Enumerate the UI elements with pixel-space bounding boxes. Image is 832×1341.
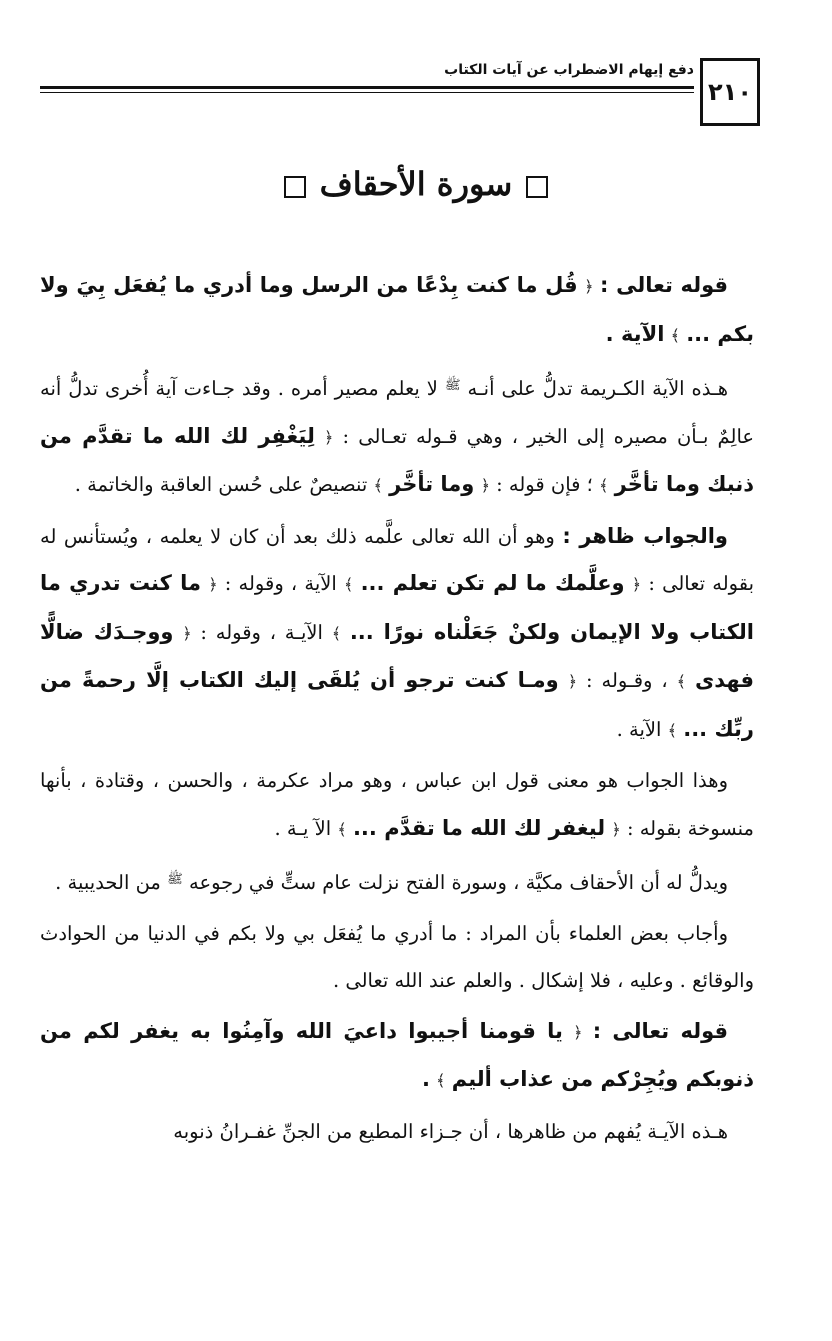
- text-run: ، وقـوله :: [586, 669, 668, 692]
- ornate-open-bracket-icon: ﴿: [480, 476, 490, 495]
- text-run: هـذه الآيـة يُفهم من ظاهرها ، أن جـزاء المطيع من الجنِّ غفـرانُ ذنوبه: [173, 1119, 728, 1143]
- verse-quote: وما تأخَّر: [389, 472, 475, 496]
- text-run: الآ يـة .: [274, 816, 332, 840]
- running-title: دفع إيهام الاضطراب عن آيات الكتاب: [444, 62, 694, 78]
- ornate-close-bracket-icon: ﴾: [436, 1071, 446, 1090]
- square-ornament-icon: [526, 176, 548, 198]
- ornate-close-bracket-icon: ﴾: [337, 819, 347, 839]
- header-rule-thin: [40, 92, 694, 93]
- paragraph-6: [40, 910, 754, 1005]
- surah-title: [0, 165, 832, 203]
- verse-quote: قُل ما كنت بِدْعًا من الرسل وما أدري ما يُفعَل بِيَ ولا بكم ...: [40, 273, 754, 346]
- page-header: [40, 58, 760, 123]
- ornate-close-bracket-icon: ﴾: [331, 623, 342, 643]
- ornate-close-bracket-icon: ﴾: [667, 720, 678, 740]
- verse-quote: وعلَّمك ما لم تكن تعلم ...: [360, 571, 625, 595]
- text-run: الآيـة ، وقوله :: [200, 620, 323, 644]
- verse-quote: ووجـدَك ضالًّا فهدى: [40, 619, 754, 692]
- verse-quote: ومـا كنت ترجو أن يُلقَى إليك الكتاب إلَّا رحمةً من ربِّك ...: [40, 668, 754, 741]
- surah-title-text: سورة الأحقاف: [319, 165, 513, 203]
- ornate-open-bracket-icon: ﴿: [567, 672, 578, 691]
- verse-tail: .: [421, 1067, 430, 1091]
- text-run: الآية .: [616, 717, 662, 741]
- page-number: ٢١٠: [700, 58, 760, 126]
- ornate-close-bracket-icon: ﴾: [373, 476, 383, 495]
- verse-quote: لِيَغْفِر لك الله ما تقدَّم من ذنبك وما تأخَّر: [40, 423, 754, 496]
- text-run: ؛ فإن قوله :: [496, 473, 593, 496]
- verse-quote: ليغفر لك الله ما تقدَّم ...: [352, 815, 606, 840]
- ornate-open-bracket-icon: ﴿: [611, 819, 621, 839]
- text-run: من الحديبية .: [55, 871, 161, 894]
- honorific-icon: ﷺ: [167, 872, 183, 887]
- verse-quote: يا قومنا أجيبوا داعيَ الله وآمِنُوا به يغفر لكم من ذنوبكم ويُجِرْكم من عذاب أليم: [40, 1018, 754, 1091]
- answer-lead: والجواب ظاهر :: [562, 523, 728, 548]
- paragraph-5: [40, 856, 754, 907]
- text-run: ويدلُّ له أن الأحقاف مكيَّة ، وسورة الفتح نزلت عام ستٍّ في رجوعه: [188, 871, 728, 894]
- text-run: تنصيصٌ على حُسن العاقبة والخاتمة .: [74, 473, 368, 496]
- ornate-open-bracket-icon: ﴿: [182, 623, 192, 643]
- text-run: وأجاب بعض العلماء بأن المراد : ما أدري ما يُفعَل بي ولا بكم في الدنيا من الحوادث والوقائع . وعليه ، فلا إشكال . والعلم عند الله تعالى .: [40, 921, 754, 992]
- header-rule-thick: [40, 86, 694, 89]
- ornate-close-bracket-icon: ﴾: [676, 672, 687, 691]
- verse-lead: قوله تعالى :: [592, 1018, 729, 1043]
- text-run: وهذا الجواب هو معنى قول ابن عباس ، وهو مراد عكرمة ، والحسن ، وقتادة ، بأنها منسوخة بقوله :: [40, 769, 754, 840]
- verse-quote: ما كنت تدري ما الكتاب ولا الإيمان ولكنْ جَعَلْناه نورًا ...: [40, 571, 754, 644]
- honorific-icon: ﷺ: [444, 378, 461, 393]
- ornate-open-bracket-icon: ﴿: [324, 427, 334, 447]
- paragraph-1: [40, 262, 754, 359]
- paragraph-8: [40, 1108, 754, 1156]
- text-run: لا يعلم مصير أمره . وقد جـاءت آية أُخرى تدلُّ أنه عالِمٌ بـأن مصيره إلى الخير ، وهي قـوله تعـالى :: [40, 377, 755, 448]
- ornate-close-bracket-icon: ﴾: [599, 476, 609, 495]
- ornate-open-bracket-icon: ﴿: [631, 575, 642, 594]
- page-body: [40, 262, 754, 1158]
- ornate-open-bracket-icon: ﴿: [573, 1022, 583, 1042]
- verse-tail: الآية .: [605, 321, 665, 346]
- text-run: الآية ، وقوله :: [224, 572, 337, 595]
- text-run: هـذه الآية الكـريمة تدلُّ على أنـه: [467, 377, 728, 400]
- square-ornament-icon: [284, 176, 306, 198]
- verse-lead: قوله تعالى :: [600, 273, 729, 297]
- paragraph-2: [40, 362, 754, 510]
- ornate-close-bracket-icon: ﴾: [344, 575, 354, 594]
- paragraph-7: [40, 1008, 754, 1105]
- paragraph-3: [40, 513, 754, 755]
- ornate-open-bracket-icon: ﴿: [208, 575, 218, 594]
- text-run: وهو أن الله تعالى علَّمه ذلك بعد أن كان لا يعلمه ، ويُستأنس له بقوله تعالى :: [40, 524, 755, 595]
- ornate-close-bracket-icon: ﴾: [670, 325, 680, 345]
- ornate-open-bracket-icon: ﴿: [584, 277, 594, 296]
- paragraph-4: [40, 757, 754, 853]
